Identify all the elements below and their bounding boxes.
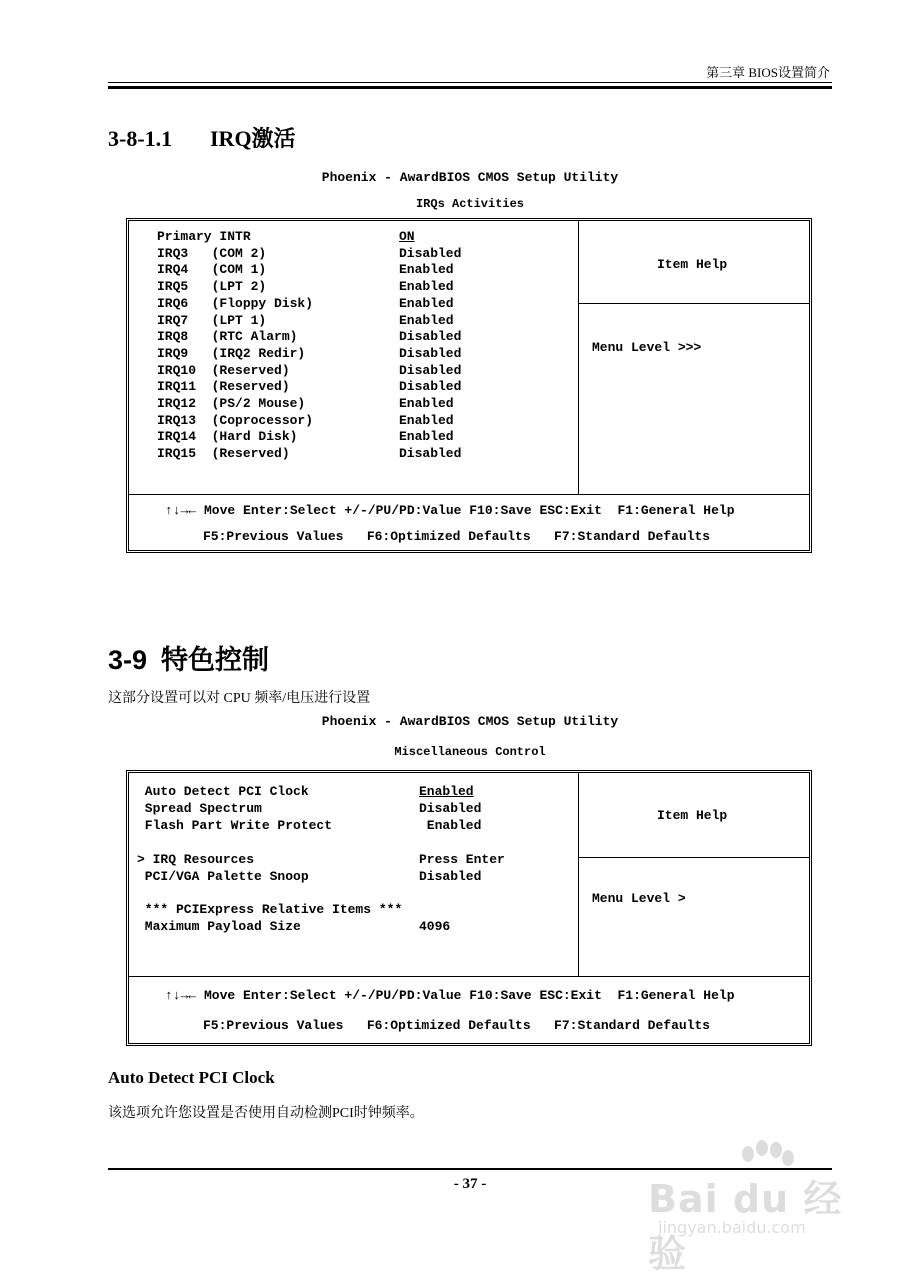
- bios2-vertical-divider: [578, 773, 579, 976]
- setting-value[interactable]: Enabled: [399, 295, 454, 311]
- setting-value[interactable]: Disabled: [399, 362, 462, 378]
- bios2-item-help: Item Help: [657, 808, 728, 823]
- setting-value[interactable]: 4096: [419, 919, 451, 934]
- setting-label: IRQ11 (Reserved): [157, 379, 290, 395]
- bios2-help-divider: [578, 857, 809, 858]
- section-number: 3-8-1.1: [108, 126, 173, 151]
- section-title: 特色控制: [161, 645, 270, 675]
- setting-value[interactable]: Enabled: [399, 312, 454, 328]
- setting-value[interactable]: Press Enter: [419, 852, 505, 867]
- setting-label: IRQ3 (COM 2): [157, 245, 267, 261]
- setting-value[interactable]: Disabled: [399, 446, 462, 462]
- setting-label: Spread Spectrum: [137, 801, 262, 816]
- setting-label: IRQ5 (LPT 2): [157, 279, 267, 295]
- header-rule-thick: [108, 86, 832, 89]
- bios1-panel: [126, 218, 812, 553]
- bios1-footer-defaults: F5:Previous Values F6:Optimized Defaults F7:Standard Defaults: [203, 529, 711, 544]
- bios1-vertical-divider: [578, 221, 579, 494]
- setting-label: Auto Detect PCI Clock: [137, 784, 309, 799]
- setting-value[interactable]: Enabled: [419, 818, 482, 833]
- section-heading-381: [108, 122, 296, 153]
- setting-value[interactable]: Enabled: [399, 279, 454, 295]
- bios1-footer-keys: ↑↓→← Move Enter:Select +/-/PU/PD:Value F10:Save ESC:Exit F1:General Help: [165, 503, 735, 518]
- setting-label: Primary INTR: [157, 229, 251, 244]
- setting-value[interactable]: Enabled: [419, 784, 474, 799]
- setting-value[interactable]: Disabled: [399, 345, 462, 361]
- setting-label: IRQ10 (Reserved): [157, 362, 290, 378]
- setting-label: IRQ6 (Floppy Disk): [157, 295, 314, 311]
- bios2-menu-level: Menu Level >: [592, 891, 686, 906]
- section-title: IRQ激活: [210, 126, 296, 151]
- bios2-title: Phoenix - AwardBIOS CMOS Setup Utility: [321, 714, 619, 729]
- setting-label: IRQ9 (IRQ2 Redir): [157, 345, 306, 361]
- page-number: - 37 -: [453, 1176, 487, 1192]
- bios1-menu-level: Menu Level >>>: [592, 340, 702, 355]
- bios1-title: Phoenix - AwardBIOS CMOS Setup Utility: [321, 170, 619, 185]
- auto-detect-heading: Auto Detect PCI Clock: [108, 1068, 275, 1087]
- setting-label: IRQ8 (RTC Alarm): [157, 329, 298, 345]
- header-rule-thin: [108, 82, 832, 83]
- bios2-subtitle: Miscellaneous Control: [394, 745, 546, 759]
- setting-label: IRQ4 (COM 1): [157, 262, 267, 278]
- watermark-logo-text: Bai du 经验: [648, 1177, 843, 1276]
- setting-label: > IRQ Resources: [137, 852, 255, 867]
- setting-label: IRQ12 (PS/2 Mouse): [157, 396, 306, 411]
- setting-label: IRQ15 (Reserved): [157, 446, 290, 462]
- setting-value[interactable]: Disabled: [399, 329, 462, 345]
- setting-label: IRQ13 (Coprocessor): [157, 412, 314, 428]
- bios2-panel: [126, 770, 812, 1046]
- watermark-url: jingyan.baidu.com: [658, 1218, 806, 1237]
- setting-value[interactable]: Enabled: [399, 396, 454, 411]
- setting-value[interactable]: Enabled: [399, 429, 454, 445]
- setting-value[interactable]: Disabled: [419, 869, 482, 884]
- section-heading-39: [108, 638, 269, 677]
- setting-value[interactable]: ON: [399, 229, 415, 244]
- setting-label: IRQ7 (LPT 1): [157, 312, 267, 328]
- setting-label: PCI/VGA Palette Snoop: [137, 869, 309, 884]
- auto-detect-description: 该选项允许您设置是否使用自动检测PCI时钟频率。: [108, 1106, 424, 1121]
- baidu-watermark: [638, 1140, 878, 1276]
- setting-value[interactable]: Disabled: [399, 245, 462, 261]
- section-39-intro: 这部分设置可以对 CPU 频率/电压进行设置: [108, 691, 371, 706]
- bios1-help-divider: [578, 303, 809, 304]
- bios1-subtitle: IRQs Activities: [415, 197, 525, 211]
- bios2-footer-keys: ↑↓→← Move Enter:Select +/-/PU/PD:Value F10:Save ESC:Exit F1:General Help: [165, 988, 735, 1003]
- bios1-footer-divider: [129, 494, 809, 495]
- bios2-footer-defaults: F5:Previous Values F6:Optimized Defaults F7:Standard Defaults: [203, 1018, 711, 1033]
- setting-value[interactable]: Enabled: [399, 412, 454, 428]
- setting-label: *** PCIExpress Relative Items ***: [137, 902, 403, 917]
- setting-label: IRQ14 (Hard Disk): [157, 429, 298, 445]
- setting-value[interactable]: Disabled: [399, 379, 462, 395]
- setting-value[interactable]: Disabled: [419, 801, 482, 816]
- bios1-item-help: Item Help: [657, 257, 728, 272]
- setting-label: Flash Part Write Protect: [137, 818, 333, 833]
- setting-label: Maximum Payload Size: [137, 919, 301, 934]
- section-number: 3-9: [108, 645, 148, 675]
- setting-value[interactable]: Enabled: [399, 262, 454, 278]
- chapter-header: 第三章 BIOS设置简介: [706, 65, 830, 80]
- bios2-footer-divider: [129, 976, 809, 977]
